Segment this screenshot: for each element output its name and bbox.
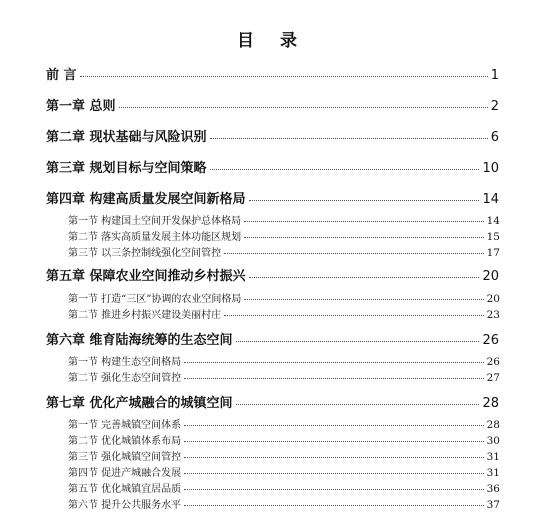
toc-entry-label: 第一节 打造“三区”协调的农业空间格局 [68, 294, 242, 305]
toc-entry-chapter-4[interactable] [46, 188, 499, 207]
toc-entry-label: 第五章 保障农业空间推动乡村振兴 [46, 269, 246, 284]
toc-entry-page: 28 [482, 396, 499, 411]
toc-entry-label: 第四章 构建高质量发展空间新格局 [46, 192, 246, 207]
dot-leader [224, 314, 483, 316]
toc-entry-chapter-6[interactable] [46, 329, 499, 348]
toc-entry-page: 14 [482, 192, 499, 207]
toc-entry-chapter-3[interactable] [46, 157, 499, 176]
toc-entry-label: 第一章 总则 [46, 99, 116, 114]
toc-entry-page: 20 [482, 269, 499, 284]
toc-entry-section-7-4[interactable] [68, 464, 500, 479]
toc-entry-label: 前 言 [46, 68, 77, 83]
dot-leader [249, 276, 480, 278]
toc-entry-label: 第三节 强化城镇空间管控 [68, 452, 182, 463]
toc-entry-chapter-7[interactable] [46, 392, 499, 411]
toc-entry-section-6-1[interactable] [68, 353, 500, 368]
toc-entry-section-4-3[interactable] [68, 244, 500, 259]
toc-entry-label: 第七章 优化产城融合的城镇空间 [46, 396, 233, 411]
toc-entry-page: 2 [490, 99, 499, 114]
dot-leader [184, 504, 483, 506]
dot-leader [184, 488, 483, 490]
toc-entry-label: 第二节 落实高质量发展主体功能区规划 [68, 232, 242, 243]
toc-entry-section-4-2[interactable] [68, 228, 500, 243]
dot-leader [224, 252, 483, 254]
toc-entry-page: 31 [486, 451, 500, 463]
toc-entry-section-5-2[interactable] [68, 306, 500, 321]
dot-leader [236, 403, 480, 405]
dot-leader [119, 106, 488, 108]
toc-entry-page: 6 [490, 130, 499, 145]
toc-entry-section-4-1[interactable] [68, 212, 500, 227]
dot-leader [184, 424, 483, 426]
toc-entry-section-7-6[interactable] [68, 496, 500, 511]
toc-entry-preface[interactable] [46, 64, 499, 83]
dot-leader [244, 220, 483, 222]
toc-entry-page: 10 [482, 161, 499, 176]
dot-leader [249, 199, 480, 201]
toc-entry-page: 17 [486, 247, 500, 259]
toc-entry-label: 第二章 现状基础与风险识别 [46, 130, 207, 145]
dot-leader [210, 137, 488, 139]
dot-leader [184, 377, 483, 379]
toc-entry-page: 31 [486, 467, 500, 479]
toc-entry-section-7-5[interactable] [68, 480, 500, 495]
toc-title: 目 录 [237, 31, 307, 51]
toc-entry-label: 第四节 促进产城融合发展 [68, 468, 182, 479]
toc-entry-page: 27 [486, 372, 500, 384]
toc-entry-page: 28 [486, 419, 500, 431]
toc-entry-page: 23 [486, 309, 500, 321]
toc-entry-page: 14 [486, 215, 500, 227]
dot-leader [210, 168, 480, 170]
toc-entry-section-5-1[interactable] [68, 290, 500, 305]
toc-entry-section-7-2[interactable] [68, 432, 500, 447]
toc-entry-label: 第一节 完善城镇空间体系 [68, 420, 182, 431]
toc-entry-page: 26 [482, 333, 499, 348]
toc-entry-page: 30 [486, 435, 500, 447]
dot-leader [236, 340, 480, 342]
toc-entry-page: 37 [486, 499, 500, 511]
dot-leader [80, 75, 488, 77]
toc-entry-chapter-2[interactable] [46, 126, 499, 145]
toc-entry-label: 第六节 提升公共服务水平 [68, 500, 182, 511]
dot-leader [184, 361, 483, 363]
dot-leader [244, 298, 483, 300]
toc-entry-label: 第六章 维育陆海统筹的生态空间 [46, 333, 233, 348]
toc-entry-label: 第一节 构建国土空间开发保护总体格局 [68, 216, 242, 227]
dot-leader [244, 236, 483, 238]
toc-entry-page: 36 [486, 483, 500, 495]
toc-entry-label: 第二节 强化生态空间管控 [68, 373, 182, 384]
toc-entry-section-6-2[interactable] [68, 369, 500, 384]
dot-leader [184, 456, 483, 458]
toc-entry-label: 第三章 规划目标与空间策略 [46, 161, 207, 176]
toc-entry-label: 第二节 优化城镇体系布局 [68, 436, 182, 447]
toc-entry-section-7-3[interactable] [68, 448, 500, 463]
dot-leader [184, 440, 483, 442]
toc-entry-chapter-1[interactable] [46, 95, 499, 114]
toc-entry-label: 第一节 构建生态空间格局 [68, 357, 182, 368]
toc-entry-page: 15 [486, 231, 500, 243]
toc-entry-page: 26 [486, 356, 500, 368]
toc-entry-section-7-1[interactable] [68, 416, 500, 431]
toc-entry-label: 第二节 推进乡村振兴建设美丽村庄 [68, 310, 222, 321]
toc-entry-page: 20 [486, 293, 500, 305]
toc-entry-chapter-5[interactable] [46, 265, 499, 284]
toc-entry-label: 第三节 以三条控制线强化空间管控 [68, 248, 222, 259]
dot-leader [184, 472, 483, 474]
toc-entry-page: 1 [490, 68, 499, 83]
toc-entry-label: 第五节 优化城镇宜居品质 [68, 484, 182, 495]
